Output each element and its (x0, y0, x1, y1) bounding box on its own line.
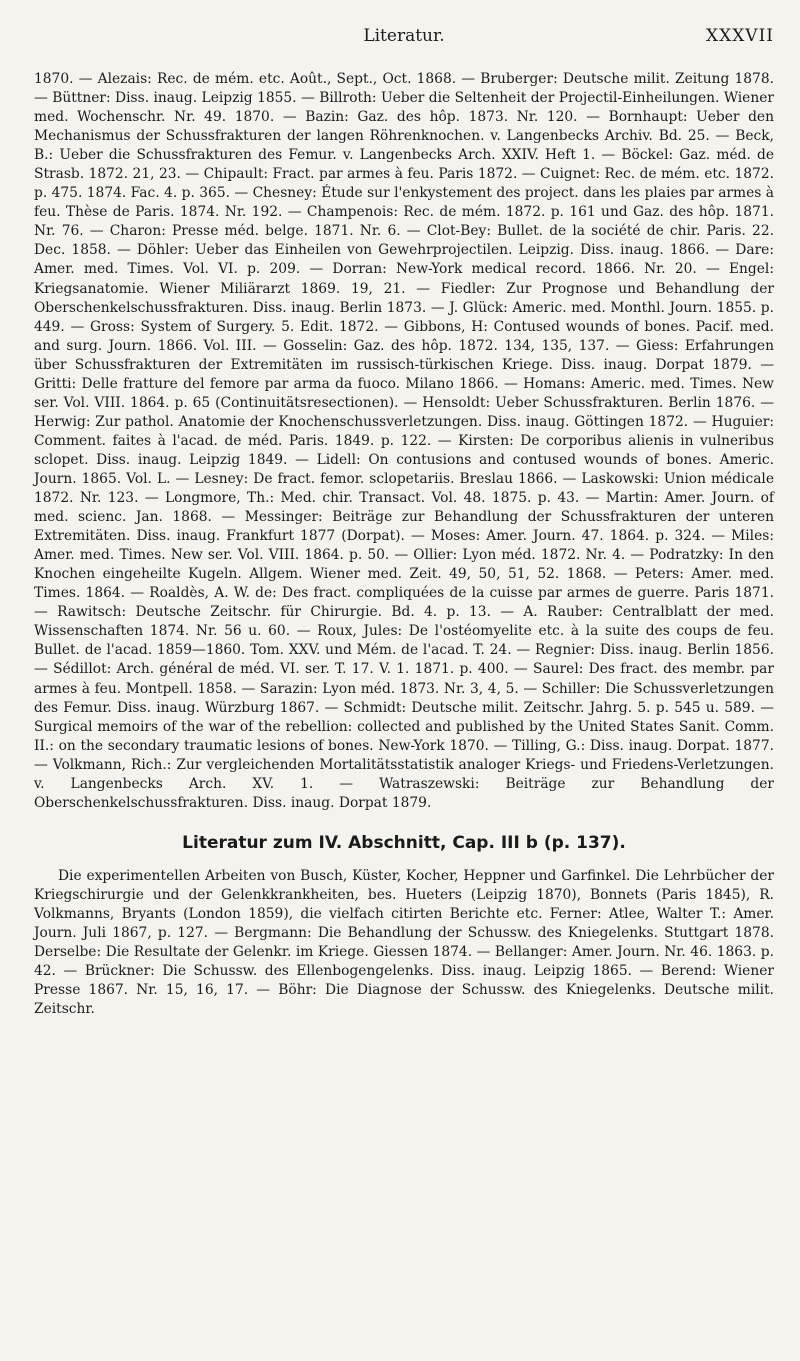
page-number: XXXVII (705, 26, 774, 46)
running-title: Literatur. (363, 26, 445, 46)
document-page (34, 22, 774, 1019)
bibliography-paragraph: 1870. — Alezais: Rec. de mém. etc. Août., Sept., Oct. 1868. — Bruberger: Deutsche milit. Zeitung 1878. — Büttner: Diss. inaug. Leipzig 1855. — Billroth: Ueber die Seltenheit der Projectil-Einheilungen. Wiener med. Wochenschr. Nr. 49. 1870. — Bazin: Gaz. des hôp. 1873. Nr. 120. — Bornhaupt: Ueber den Mechanismus der Schussfrakturen der langen Röhrenknochen. v. Langenbecks Archiv. Bd. 25. — Beck, B.: Ueber die Schussfrakturen des Femur. v. Langenbecks Arch. XXIV. Heft 1. — Böckel: Gaz. méd. de Strasb. 1872. 21, 23. — Chipault: Fract. par armes à feu. Paris 1872. — Cuignet: Rec. de mém. etc. 1872. p. 475. 1874. Fac. 4. p. 365. — Chesney: Étude sur l'enkystement des project. dans les plaies par armes à feu. Thèse de Paris. 1874. Nr. 192. — Champenois: Rec. de mém. 1872. p. 161 und Gaz. des hôp. 1871. Nr. 76. — Charon: Presse méd. belge. 1871. Nr. 6. — Clot-Bey: Bullet. de la société de chir. Paris. 22. Dec. 1858. — Döhler: Ueber das Einheilen von Gewehrprojectilen. Leipzig. Diss. inaug. 1866. — Dare: Amer. med. Times. Vol. VI. p. 209. — Dorran: New-York medical record. 1866. Nr. 20. — Engel: Kriegsanatomie. Wiener Miliärarzt 1869. 19, 21. — Fiedler: Zur Prognose und Behandlung der Oberschenkelschussfrakturen. Diss. inaug. Berlin 1873. — J. Glück: Americ. med. Monthl. Journ. 1855. p. 449. — Gross: System of Surgery. 5. Edit. 1872. — Gibbons, H: Contused wounds of bones. Pacif. med. and surg. Journ. 1866. Vol. III. — Gosselin: Gaz. des hôp. 1872. 134, 135, 137. — Giess: Erfahrungen über Schussfrakturen der Extremitäten im russisch-türkischen Kriege. Diss. inaug. Dorpat 1879. — Gritti: Delle fratture del femore par arma da fuoco. Milano 1866. — Homans: Americ. med. Times. New ser. Vol. VIII. 1864. p. 65 (Continuitätsresectionen). — Hensoldt: Ueber Schussfrakturen. Berlin 1876. — Herwig: Zur pathol. Anatomie der Knochenschussverletzungen. Diss. inaug. Göttingen 1872. — Huguier: Comment. faites à l'acad. de méd. Paris. 1849. p. 122. — Kirsten: De corporibus alienis in vulneribus sclopet. Diss. inaug. Leipzig 1849. — Lidell: On contusions and contused wounds of bones. Americ. Journ. 1865. Vol. L. — Lesney: De fract. femor. sclopetariis. Breslau 1866. — Laskowski: Union médicale 1872. Nr. 123. — Longmore, Th.: Med. chir. Transact. Vol. 48. 1875. p. 43. — Martin: Amer. Journ. of med. scienc. Jan. 1868. — Messinger: Beiträge zur Behandlung der Schussfrakturen der unteren Extremitäten. Diss. inaug. Frankfurt 1877 (Dorpat). — Moses: Amer. Journ. 47. 1864. p. 324. — Miles: Amer. med. Times. New ser. Vol. VIII. 1864. p. 50. — Ollier: Lyon méd. 1872. Nr. 4. — Podratzky: In den Knochen eingeheilte Kugeln. Allgem. Wiener med. Zeit. 49, 50, 51, 52. 1868. — Peters: Amer. med. Times. 1864. — Roaldès, A. W. de: Des fract. compliquées de la cuisse par armes de guerre. Paris 1871. — Rawitsch: Deutsche Zeitschr. für Chirurgie. Bd. 4. p. 13. — A. Rauber: Centralblatt der med. Wissenschaften 1874. Nr. 56 u. 60. — Roux, Jules: De l'ostéomyelite etc. à la suite des coups de feu. Bullet. de l'acad. 1859—1860. Tom. XXV. und Mém. de l'acad. T. 24. — Regnier: Diss. inaug. Berlin 1856. — Sédillot: Arch. général de méd. VI. ser. T. 17. V. 1. 1871. p. 400. — Saurel: Des fract. des membr. par armes à feu. Montpell. 1858. — Sarazin: Lyon méd. 1873. Nr. 3, 4, 5. — Schiller: Die Schussverletzungen des Femur. Diss. inaug. Würzburg 1867. — Schmidt: Deutsche milit. Zeitschr. Jahrg. 5. p. 545 u. 589. — Surgical memoirs of the war of the rebellion: collected and published by the United States Sanit. Comm. II.: on the secondary traumatic lesions of bones. New-York 1870. — Tilling, G.: Diss. inaug. Dorpat. 1877. — Volkmann, Rich.: Zur vergleichenden Mortalitätsstatistik analoger Kriegs- und Friedens-Verletzungen. v. Langenbecks Arch. XV. 1. — Watraszewski: Beiträge zur Behandlung der Oberschenkelschussfrakturen. Diss. inaug. Dorpat 1879. (34, 71, 774, 811)
section-paragraph: Die experimentellen Arbeiten von Busch, Küster, Kocher, Heppner und Garfinkel. Die Lehrbücher der Kriegschirurgie und der Gelenkkrankheiten, bes. Hueters (Leipzig 1870), Bonnets (Paris 1845), R. Volkmanns, Bryants (London 1859), die vielfach citirten Berichte etc. Ferner: Atlee, Walter T.: Amer. Journ. Juli 1867, p. 127. — Bergmann: Die Behandlung der Schussw. des Kniegelenks. Stuttgart 1878. Derselbe: Die Resultate der Gelenkr. im Kriege. Giessen 1874. — Bellanger: Amer. Journ. Nr. 46. 1863. p. 42. — Brückner: Die Schussw. des Ellenbogengelenks. Diss. inaug. Leipzig 1865. — Berend: Wiener Presse 1867. Nr. 15, 16, 17. — Böhr: Die Diagnose der Schussw. des Kniegelenks. Deutsche milit. Zeitschr. (34, 867, 774, 1018)
page-header (34, 22, 774, 52)
section-heading: Literatur zum IV. Abschnitt, Cap. III b (p. 137). (182, 832, 626, 853)
